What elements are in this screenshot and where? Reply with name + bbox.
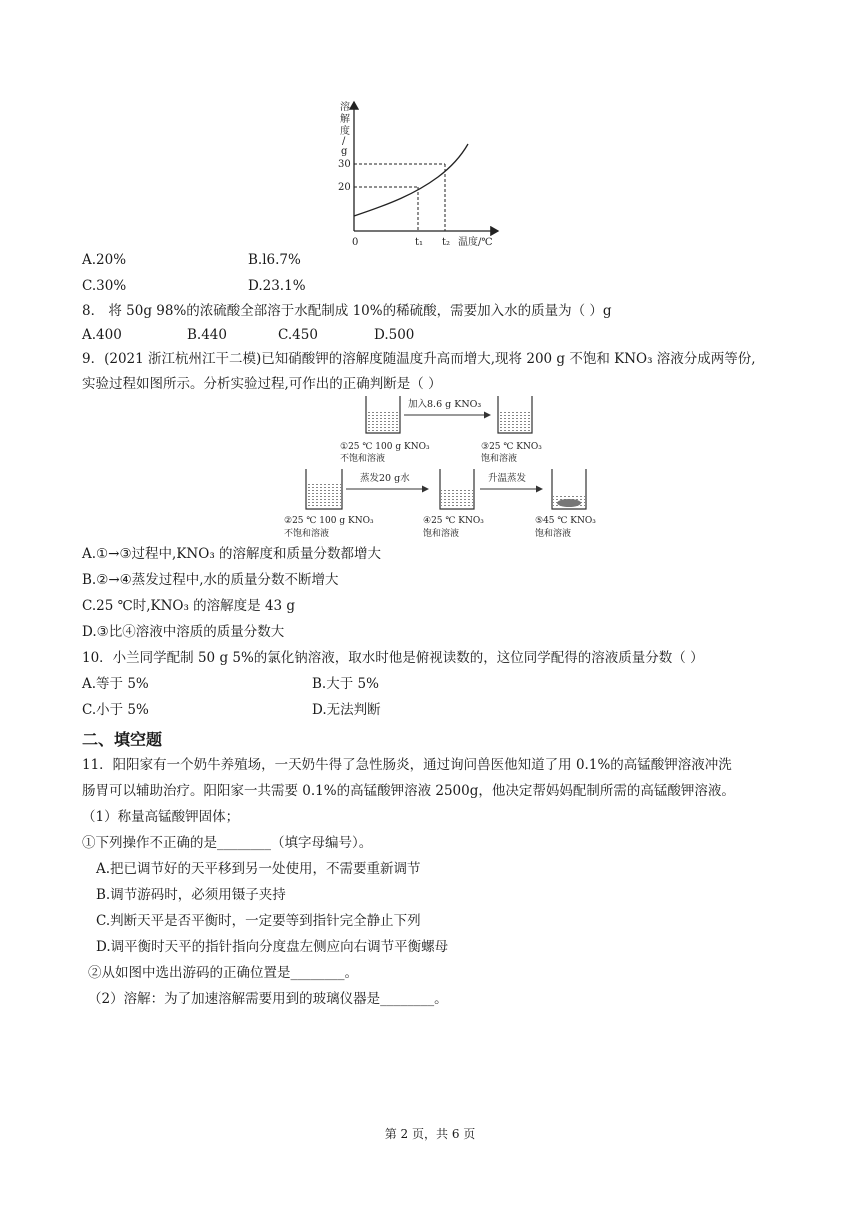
q7-option-d: D.23.1%: [248, 278, 306, 294]
graph-origin: 0: [352, 237, 359, 248]
beaker4-label2: 饱和溶液: [423, 529, 460, 539]
q9-option-d: D.③比④溶液中溶质的质量分数大: [82, 624, 285, 640]
q9-option-c: C.25 ℃时,KNO₃ 的溶解度是 43 g: [82, 598, 296, 614]
q8-option-a: A.400: [82, 327, 122, 343]
q11-part1: （1）称量高锰酸钾固体；: [82, 809, 240, 825]
beaker-5: [552, 469, 586, 509]
beaker1-label1: ①25 ℃ 100 g KNO₃: [340, 442, 430, 452]
q11-option-b: B.调节游码时，必须用镊子夹持: [96, 887, 286, 903]
graph-t1: t₁: [415, 237, 424, 248]
graph-ytick-30: 30: [338, 159, 351, 170]
graph-ylabel-3: 度: [340, 126, 350, 137]
beaker1-label2: 不饱和溶液: [340, 454, 386, 464]
beaker4-label1: ④25 ℃ KNO₃: [423, 516, 484, 526]
q9-stem-line2: 实验过程如图所示。分析实验过程,可作出的正确判断是（ ）: [82, 376, 442, 392]
beaker5-label2: 饱和溶液: [535, 529, 572, 539]
q7-option-c: C.30%: [82, 278, 127, 294]
q7-option-b: B.l6.7%: [248, 252, 301, 268]
q8-option-b: B.440: [187, 327, 227, 343]
graph-ylabel-5: g: [341, 146, 348, 157]
graph-xlabel: 温度/℃: [458, 237, 493, 248]
arrow3-label: 升温蒸发: [488, 473, 527, 484]
arrow1-label: 加入8.6 g KNO₃: [408, 399, 482, 410]
q11-stem-line2: 肠胃可以辅助治疗。阳阳家一共需要 0.1%的高锰酸钾溶液 2500g，他决定帮妈妈配制所需的高锰酸钾溶液。: [82, 783, 735, 799]
beaker2-label2: 不饱和溶液: [284, 529, 330, 539]
q7-option-a: A.20%: [82, 252, 127, 268]
beaker-1: [366, 396, 400, 433]
graph-ylabel-4: /: [342, 136, 346, 147]
graph-t2: t₂: [442, 237, 451, 248]
graph-ylabel-2: 解: [340, 114, 350, 125]
q8-stem: 8． 将 50g 98%的浓硫酸全部溶于水配制成 10%的稀硫酸，需要加入水的质量为（ ）g: [82, 303, 612, 319]
q11-option-c: C.判断天平是否平衡时，一定要等到指针完全静止下列: [96, 913, 421, 929]
q9-stem-line1: 9．(2021 浙江杭州江干二模)已知硝酸钾的溶解度随温度升高而增大,现将 200 g 不饱和 KNO₃ 溶液分成两等份,: [82, 351, 756, 367]
page-footer: 第 2 页，共 6 页: [384, 1127, 476, 1141]
beaker2-label1: ②25 ℃ 100 g KNO₃: [284, 516, 374, 526]
q10-option-a: A.等于 5%: [82, 676, 149, 692]
q8-option-c: C.450: [278, 327, 318, 343]
q10-option-c: C.小于 5%: [82, 702, 149, 718]
beaker5-label1: ⑤45 ℃ KNO₃: [535, 516, 596, 526]
q8-option-d: D.500: [374, 327, 415, 343]
graph-ytick-20: 20: [338, 182, 351, 193]
q10-stem: 10．小兰同学配制 50 g 5%的氯化钠溶液，取水时他是俯视读数的，这位同学配得的溶液质量分数（ ）: [82, 650, 704, 666]
beaker-2: [306, 469, 342, 509]
q11-stem-line1: 11．阳阳家有一个奶牛养殖场，一天奶牛得了急性肠炎，通过询问兽医他知道了用 0.1%的高锰酸钾溶液冲洗: [82, 757, 732, 773]
q11-option-d: D.调平衡时天平的指针指向分度盘左侧应向右调节平衡螺母: [96, 939, 449, 955]
q11-part2: （2）溶解：为了加速溶解需要用到的玻璃仪器是________。: [88, 991, 448, 1007]
solubility-graph: [320, 98, 520, 250]
q11-option-a: A.把已调节好的天平移到另一处使用，不需要重新调节: [96, 861, 421, 877]
q9-option-b: B.②→④蒸发过程中,水的质量分数不断增大: [82, 572, 339, 588]
q10-option-b: B.大于 5%: [312, 676, 379, 692]
q10-option-d: D.无法判断: [312, 702, 381, 718]
section-heading: 二、填空题: [82, 730, 163, 749]
solubility-curve: [354, 144, 468, 216]
beaker-3: [498, 396, 532, 433]
beaker3-label1: ③25 ℃ KNO₃: [481, 442, 542, 452]
beaker3-label2: 饱和溶液: [481, 454, 518, 464]
graph-ylabel-1: 溶: [340, 102, 350, 113]
q9-option-a: A.①→③过程中,KNO₃ 的溶解度和质量分数都增大: [82, 546, 382, 562]
q11-part1-q1: ①下列操作不正确的是________（填字母编号）。: [82, 835, 373, 851]
beaker-4: [440, 469, 474, 509]
experiment-figure: [280, 393, 610, 545]
arrow2-label: 蒸发20 g水: [360, 473, 410, 484]
q11-part1-q2: ②从如图中选出游码的正确位置是________。: [88, 965, 358, 981]
